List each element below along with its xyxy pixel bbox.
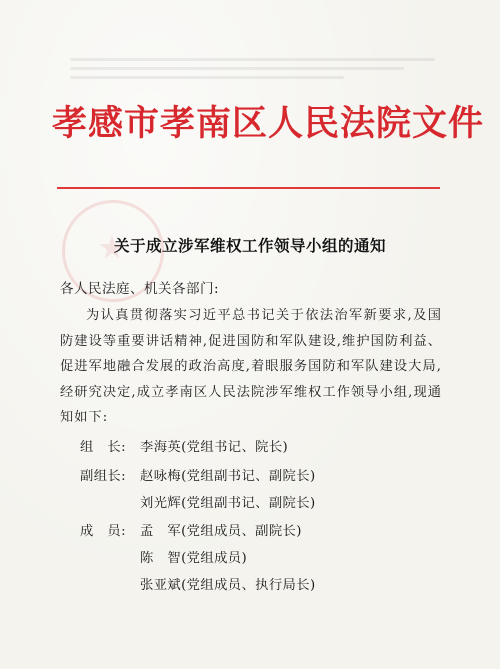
member-person: 陈 智(党组成员) (140, 551, 248, 566)
notice-title: 关于成立涉军维权工作领导小组的通知 (113, 237, 386, 255)
red-separator-line (57, 187, 440, 189)
notice-body: 为认真贯彻落实习近平总书记关于依法治军新要求,及国防建设等重要讲话精神,促进国防和军队建设,维护国防利益、促进军地融合发展的政治高度,着眼服务国防和军队建设大局,经研究决定,成立孝南区人民法院涉军维权工作领导小组,现通知如下: (60, 308, 442, 425)
member-person: 孟 军(党组成员、副院长) (140, 524, 302, 539)
salutation: 各人民法庭、机关各部门: (60, 281, 220, 297)
member-person: 张亚斌(党组成员、执行局长) (140, 578, 316, 593)
member-person: 赵咏梅(党组副书记、副院长) (140, 469, 316, 484)
member-role: 组 长: (80, 440, 126, 455)
member-role: 成 员: (80, 524, 126, 539)
member-person: 刘光辉(党组副书记、副院长) (140, 496, 316, 511)
document-header-title: 孝感市孝南区人民法院文件 (52, 103, 485, 144)
show-through-text (70, 52, 450, 86)
member-person: 李海英(党组书记、院长) (140, 440, 289, 455)
member-role: 副组长: (80, 469, 126, 484)
